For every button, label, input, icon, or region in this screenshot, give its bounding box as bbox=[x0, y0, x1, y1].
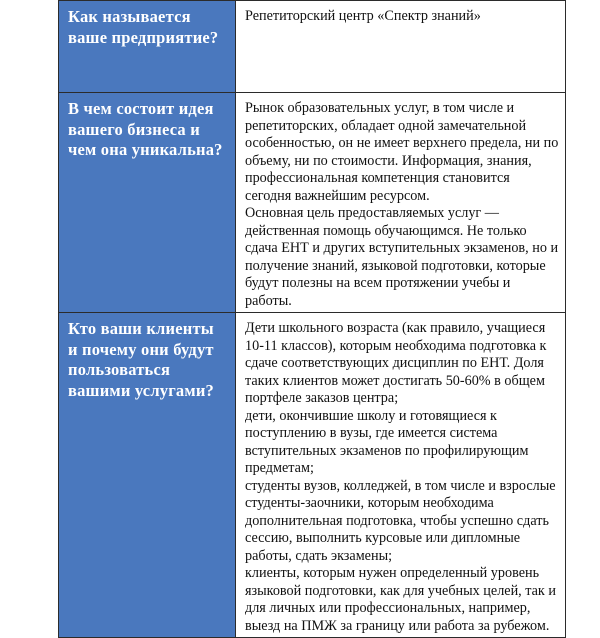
question-cell: Как называется ваше предприятие? bbox=[59, 1, 236, 93]
business-plan-table bbox=[58, 0, 566, 638]
table-row bbox=[59, 1, 566, 93]
answer-paragraph: дети, окончившие школу и готовящиеся к поступлению в вузы, где имеется система вступительных экзаменов по профилирующим предметам; bbox=[245, 407, 529, 476]
question-cell: Кто ваши клиенты и почему они будут пользоваться вашими услугами? bbox=[59, 313, 236, 638]
answer-paragraph: студенты вузов, колледжей, в том числе и взрослые студенты-заочники, которым необходима дополнительная подготовка, чтобы успешно сдать сессию, выполнить курсовые или дипломные работы, сдать экзамены; bbox=[245, 477, 556, 564]
question-cell: В чем состоит идея вашего бизнеса и чем она уникальна? bbox=[59, 93, 236, 313]
answer-cell bbox=[236, 1, 566, 93]
answer-paragraph: Репетиторский центр «Спектр знаний» bbox=[245, 8, 481, 24]
answer-paragraph: Основная цель предоставляемых услуг — действенная помощь обучающимся. Не только сдача ЕНТ и других вступительных экзаменов, но и получение знаний, языковой подготовки, которые будут полезны на всем протяжении учебы и работы. bbox=[245, 205, 559, 309]
answer-paragraph: Рынок образовательных услуг, в том числе и репетиторских, обладает одной замечательной особенностью, он не имеет верхнего предела, ни по объему, ни по стоимости. Информация, знания, профессиональная компетенция становится сегодня важнейшим ресурсом. bbox=[245, 100, 559, 204]
table-row bbox=[59, 93, 566, 313]
table-row bbox=[59, 313, 566, 638]
answer-cell bbox=[236, 93, 566, 313]
answer-paragraph: клиенты, которым нужен определенный уровень языковой подготовки, как для учебных целей, так и для личных или профессиональных, например, выезд на ПМЖ за границу или работа за рубежом. bbox=[245, 565, 556, 634]
answer-cell bbox=[236, 313, 566, 638]
answer-paragraph: Дети школьного возраста (как правило, учащиеся 10-11 классов), которым необходима подготовка к сдаче соответствующих дисциплин по ЕНТ. Доля таких клиентов может достигать 50-60% в общем портфеле заказов центра; bbox=[245, 320, 547, 406]
